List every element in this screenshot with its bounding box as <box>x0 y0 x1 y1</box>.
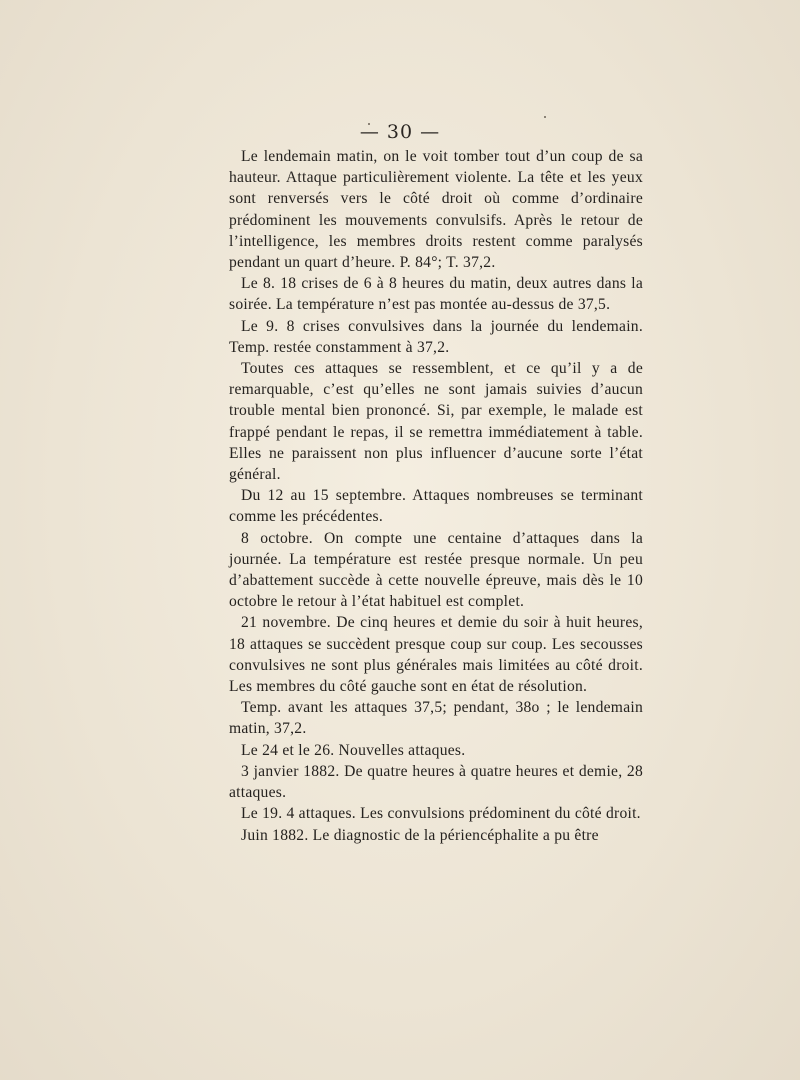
paragraph: Toutes ces attaques se ressemblent, et ce qu’il y a de remarquable, c’est qu’elles ne sont jamais suivies d’aucun trouble mental bien prononcé. Si, par exemple, le malade est frappé pendant le repas, il se remettra immédiatement à table. Elles ne paraissent non plus influencer d’aucune sorte l’état général. <box>229 360 643 484</box>
ink-speck <box>544 116 546 118</box>
paragraph: Juin 1882. Le diagnostic de la périencéphalite a pu être <box>241 826 599 844</box>
paragraph: 3 janvier 1882. De quatre heures à quatre heures et demie, 28 attaques. <box>229 762 643 802</box>
paragraph: Temp. avant les attaques 37,5; pendant, 38o ; le lendemain matin, 37,2. <box>229 699 643 738</box>
paragraph: Le 9. 8 crises convulsives dans la journée du lendemain. Temp. restée constamment à 37,2. <box>229 317 643 356</box>
paragraph: 21 novembre. De cinq heures et demie du soir à huit heures, 18 attaques se succèdent presque coup sur coup. Les secousses convulsives ne sont plus générales mais limitées au côté droit. Les membres du côté gauche sont en état de résolution. <box>229 614 643 696</box>
paragraph: 8 octobre. On compte une centaine d’attaques dans la journée. La température est restée presque normale. Un peu d’abattement succède à cette nouvelle épreuve, mais dès le 10 octobre le retour à l’état habituel est complet. <box>229 529 643 611</box>
paragraph: Le 8. 18 crises de 6 à 8 heures du matin, deux autres dans la soirée. La température n’est pas montée au-dessus de 37,5. <box>229 275 643 314</box>
paragraph: Le 24 et le 26. Nouvelles attaques. <box>241 741 466 759</box>
paragraph: Du 12 au 15 septembre. Attaques nombreuses se terminant comme les précédentes. <box>229 487 643 526</box>
body-text <box>229 146 643 846</box>
paragraph: Le 19. 4 attaques. Les convulsions prédominent du côté droit. <box>241 805 641 823</box>
page-number: — 30 — <box>359 121 441 143</box>
paragraph: Le lendemain matin, on le voit tomber tout d’un coup de sa hauteur. Attaque particulièrement violente. La tête et les yeux sont renversés vers le côté droit où comme d’ordinaire prédominent les mouvements convulsifs. Après le retour de l’intelligence, les membres droits restent comme paralysés pendant un quart d’heure. P. 84°; T. 37,2. <box>229 148 643 272</box>
